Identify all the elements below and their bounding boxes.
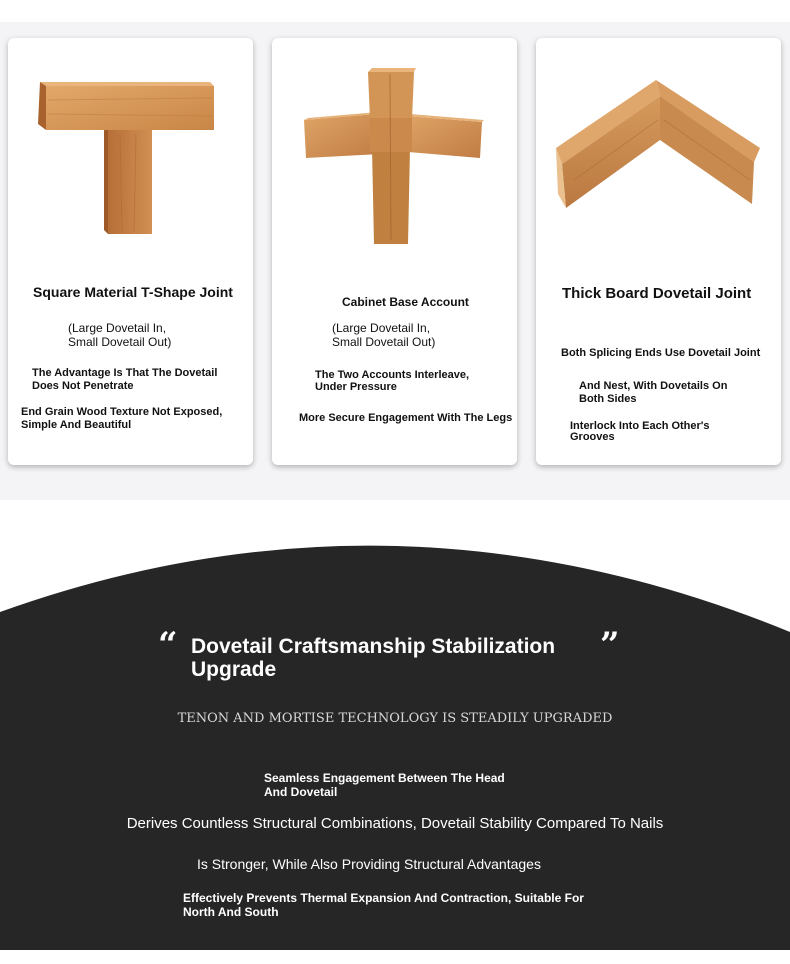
- open-quote-mark: “: [158, 625, 178, 665]
- joint-card-t-shape: [8, 38, 253, 465]
- feature-subheading: TENON AND MORTISE TECHNOLOGY IS STEADILY UPGRADED: [177, 711, 613, 726]
- close-quote-mark: ”: [600, 625, 620, 665]
- card-title: Cabinet Base Account: [342, 295, 469, 309]
- card-note: (Large Dovetail In, Small Dovetail Out): [68, 321, 172, 349]
- card-line-2: More Secure Engagement With The Legs: [299, 412, 513, 424]
- feature-line-2: Derives Countless Structural Combinations, Dovetail Stability Compared To Nails: [126, 815, 664, 832]
- card-line-1: The Two Accounts Interleave, Under Pressure: [315, 369, 470, 393]
- wooden-cross-joint-image: [298, 68, 488, 248]
- card-title: Thick Board Dovetail Joint: [562, 285, 752, 302]
- joint-card-thick-board: [536, 38, 781, 465]
- card-note: (Large Dovetail In, Small Dovetail Out): [332, 321, 436, 349]
- card-line-3: Interlock Into Each Other's Grooves: [570, 420, 710, 443]
- dark-arc-background: [0, 540, 790, 950]
- card-line-2: And Nest, With Dovetails On Both Sides: [579, 380, 728, 405]
- feature-heading: Dovetail Craftsmanship Stabilization Upgrade: [191, 635, 556, 681]
- feature-line-3: Is Stronger, While Also Providing Structural Advantages: [197, 856, 541, 872]
- wooden-t-joint-image: [34, 74, 216, 238]
- card-line-1: The Advantage Is That The Dovetail Does Not Penetrate: [32, 367, 218, 392]
- card-title: Square Material T-Shape Joint: [33, 284, 233, 300]
- card-line-2: End Grain Wood Texture Not Exposed, Simple And Beautiful: [21, 406, 223, 431]
- feature-line-1: Seamless Engagement Between The Head And Dovetail: [264, 771, 505, 799]
- joint-card-cabinet-base: [272, 38, 517, 465]
- craftsmanship-feature-section: [0, 540, 790, 950]
- wooden-corner-joint-image: [554, 76, 764, 212]
- feature-line-4: Effectively Prevents Thermal Expansion And Contraction, Suitable For North And South: [183, 891, 584, 919]
- card-line-1: Both Splicing Ends Use Dovetail Joint: [561, 347, 761, 359]
